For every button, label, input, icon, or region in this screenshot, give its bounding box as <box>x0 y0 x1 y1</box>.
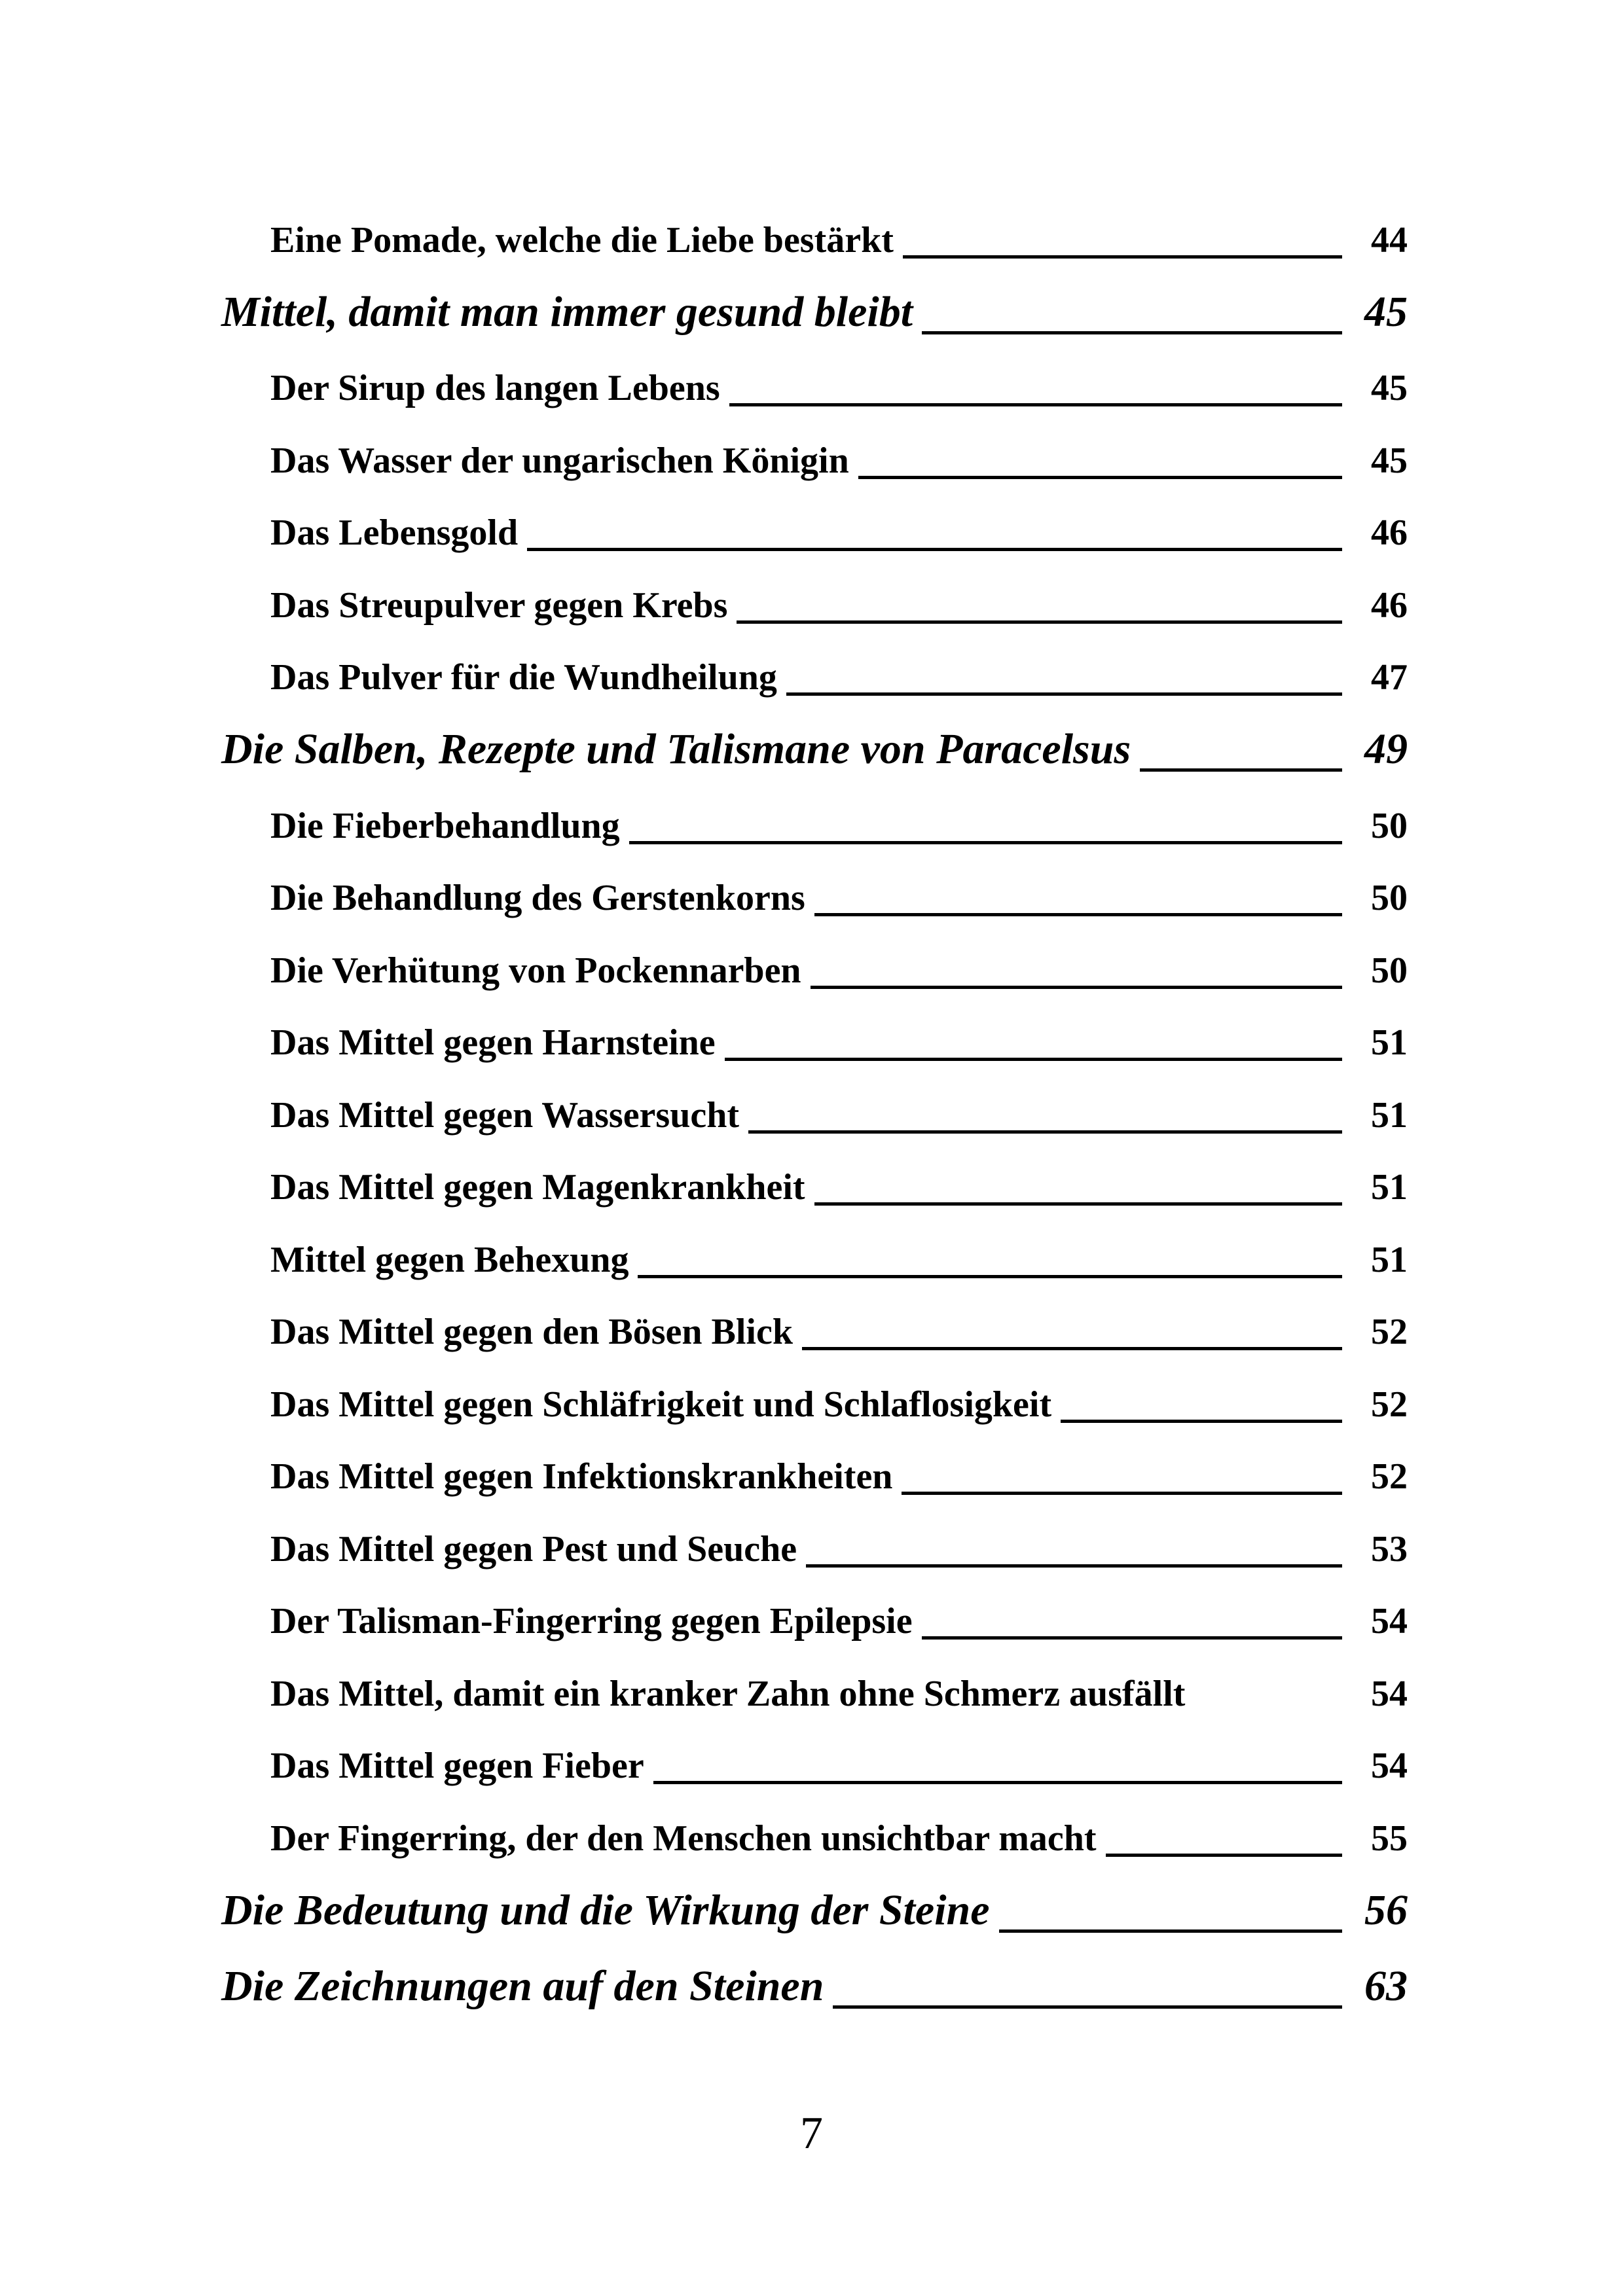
toc-entry <box>221 634 1408 707</box>
toc-chapter-entry <box>221 1943 1408 2019</box>
toc-entry-title: Mittel, damit man immer gesund bleibt <box>221 287 913 336</box>
toc-entry-title: Das Wasser der ungarischen Königin <box>270 440 849 481</box>
toc-leader-line <box>638 1275 1342 1278</box>
toc-leader-line <box>814 913 1342 916</box>
toc-leader-line <box>725 1058 1342 1061</box>
toc-entry-title: Das Streupulver gegen Krebs <box>270 584 728 626</box>
toc-entry-page: 46 <box>1371 512 1408 553</box>
toc-leader-line <box>653 1781 1342 1784</box>
toc-entry-title: Die Bedeutung und die Wirkung der Steine <box>221 1886 990 1934</box>
toc-entry-title: Das Mittel gegen Schläfrigkeit und Schlaflosigkeit <box>270 1384 1052 1425</box>
toc-entry-title: Das Mittel gegen Fieber <box>270 1746 644 1786</box>
toc-entry <box>221 1071 1408 1144</box>
toc-entry-title: Die Verhütung von Pockennarben <box>270 950 801 991</box>
toc-entry-title: Das Mittel, damit ein kranker Zahn ohne Schmerz ausfällt <box>270 1673 1186 1714</box>
toc-entry-page: 51 <box>1371 1167 1408 1208</box>
toc-leader-line <box>999 1929 1342 1933</box>
toc-leader-line <box>1061 1420 1342 1423</box>
toc-leader-line <box>922 1636 1342 1640</box>
toc-entry <box>221 1650 1408 1723</box>
toc-entry-page: 50 <box>1371 878 1408 918</box>
toc-entry-title: Der Sirup des langen Lebens <box>270 368 720 408</box>
toc-entry-page: 51 <box>1371 1022 1408 1063</box>
toc-leader-line <box>729 403 1342 406</box>
toc-chapter-entry <box>221 1867 1408 1943</box>
toc-entry-title: Die Zeichnungen auf den Steinen <box>221 1962 824 2010</box>
toc-entry <box>221 562 1408 634</box>
toc-leader-line <box>748 1130 1342 1134</box>
toc-entry-page: 52 <box>1371 1384 1408 1425</box>
toc-entry <box>221 1723 1408 1795</box>
toc-leader-line <box>922 331 1342 334</box>
toc-leader-line <box>527 548 1342 551</box>
toc-leader-line <box>802 1347 1342 1350</box>
toc-entry <box>221 1216 1408 1289</box>
toc-entry-title: Der Fingerring, der den Menschen unsichtbar macht <box>270 1818 1097 1859</box>
toc-entry-title: Das Mittel gegen Wassersucht <box>270 1094 739 1136</box>
toc-entry <box>221 1795 1408 1867</box>
toc-entry-page: 51 <box>1371 1239 1408 1280</box>
toc-entry-title: Das Mittel gegen Pest und Seuche <box>270 1528 797 1570</box>
toc-entry-page: 51 <box>1371 1094 1408 1136</box>
toc-entry <box>221 1578 1408 1651</box>
toc-entry-title: Eine Pomade, welche die Liebe bestärkt <box>270 219 894 260</box>
toc-entry <box>221 855 1408 927</box>
toc-entry-page: 54 <box>1371 1673 1408 1714</box>
toc-entry-page: 45 <box>1371 440 1408 481</box>
toc-entry <box>221 999 1408 1072</box>
toc-entry-title: Die Salben, Rezepte und Talismane von Paracelsus <box>221 725 1131 773</box>
toc-entry-title: Das Mittel gegen den Bösen Blick <box>270 1312 793 1352</box>
toc-entry <box>221 417 1408 490</box>
toc-entry <box>221 1361 1408 1433</box>
toc-entry-title: Mittel gegen Behexung <box>270 1239 629 1280</box>
toc-leader-line <box>902 1492 1342 1495</box>
toc-entry-page: 63 <box>1364 1962 1408 2010</box>
toc-entry-page: 53 <box>1371 1528 1408 1570</box>
toc-entry-title: Die Behandlung des Gerstenkorns <box>270 878 805 918</box>
toc-entry <box>221 927 1408 999</box>
toc-leader-line <box>814 1202 1342 1206</box>
toc-entry-page: 55 <box>1371 1818 1408 1859</box>
toc-leader-line <box>629 841 1342 844</box>
toc-entry-page: 46 <box>1371 584 1408 626</box>
toc-entry-title: Das Lebensgold <box>270 512 519 553</box>
toc-entry-page: 52 <box>1371 1312 1408 1352</box>
table-of-contents <box>221 196 1408 2019</box>
toc-entry <box>221 1144 1408 1217</box>
toc-entry-page: 50 <box>1371 950 1408 991</box>
toc-entry-page: 44 <box>1371 219 1408 260</box>
toc-entry-page: 45 <box>1364 287 1408 336</box>
toc-leader-line <box>786 692 1342 696</box>
toc-entry-page: 54 <box>1371 1601 1408 1641</box>
toc-entry-title: Das Mittel gegen Harnsteine <box>270 1022 716 1063</box>
toc-entry <box>221 1505 1408 1578</box>
toc-leader-line <box>811 986 1342 989</box>
toc-entry-title: Die Fieberbehandlung <box>270 805 620 846</box>
toc-entry <box>221 1433 1408 1506</box>
toc-entry-title: Das Mittel gegen Magenkrankheit <box>270 1167 805 1208</box>
toc-leader-line <box>858 476 1342 479</box>
toc-entry <box>221 782 1408 855</box>
toc-entry-title: Das Pulver für die Wundheilung <box>270 657 777 698</box>
toc-entry-title: Der Talisman-Fingerring gegen Epilepsie <box>270 1601 913 1641</box>
toc-entry-title: Das Mittel gegen Infektionskrankheiten <box>270 1456 893 1497</box>
toc-leader-line <box>806 1564 1342 1568</box>
toc-leader-line <box>903 255 1342 259</box>
toc-entry-page: 50 <box>1371 805 1408 846</box>
page-number: 7 <box>800 2108 823 2159</box>
toc-entry <box>221 196 1408 269</box>
toc-entry-page: 54 <box>1371 1746 1408 1786</box>
toc-entry-page: 56 <box>1364 1886 1408 1934</box>
toc-leader-line <box>833 2005 1342 2009</box>
toc-entry-page: 52 <box>1371 1456 1408 1497</box>
toc-entry <box>221 490 1408 562</box>
toc-entry-page: 45 <box>1371 368 1408 408</box>
toc-entry-page: 47 <box>1371 657 1408 698</box>
toc-chapter-entry <box>221 706 1408 782</box>
toc-entry <box>221 345 1408 418</box>
toc-entry <box>221 1289 1408 1361</box>
toc-leader-line <box>737 620 1342 624</box>
toc-leader-line <box>1106 1854 1342 1857</box>
toc-chapter-entry <box>221 269 1408 345</box>
toc-entry-page: 49 <box>1364 725 1408 773</box>
toc-leader-line <box>1140 768 1342 772</box>
